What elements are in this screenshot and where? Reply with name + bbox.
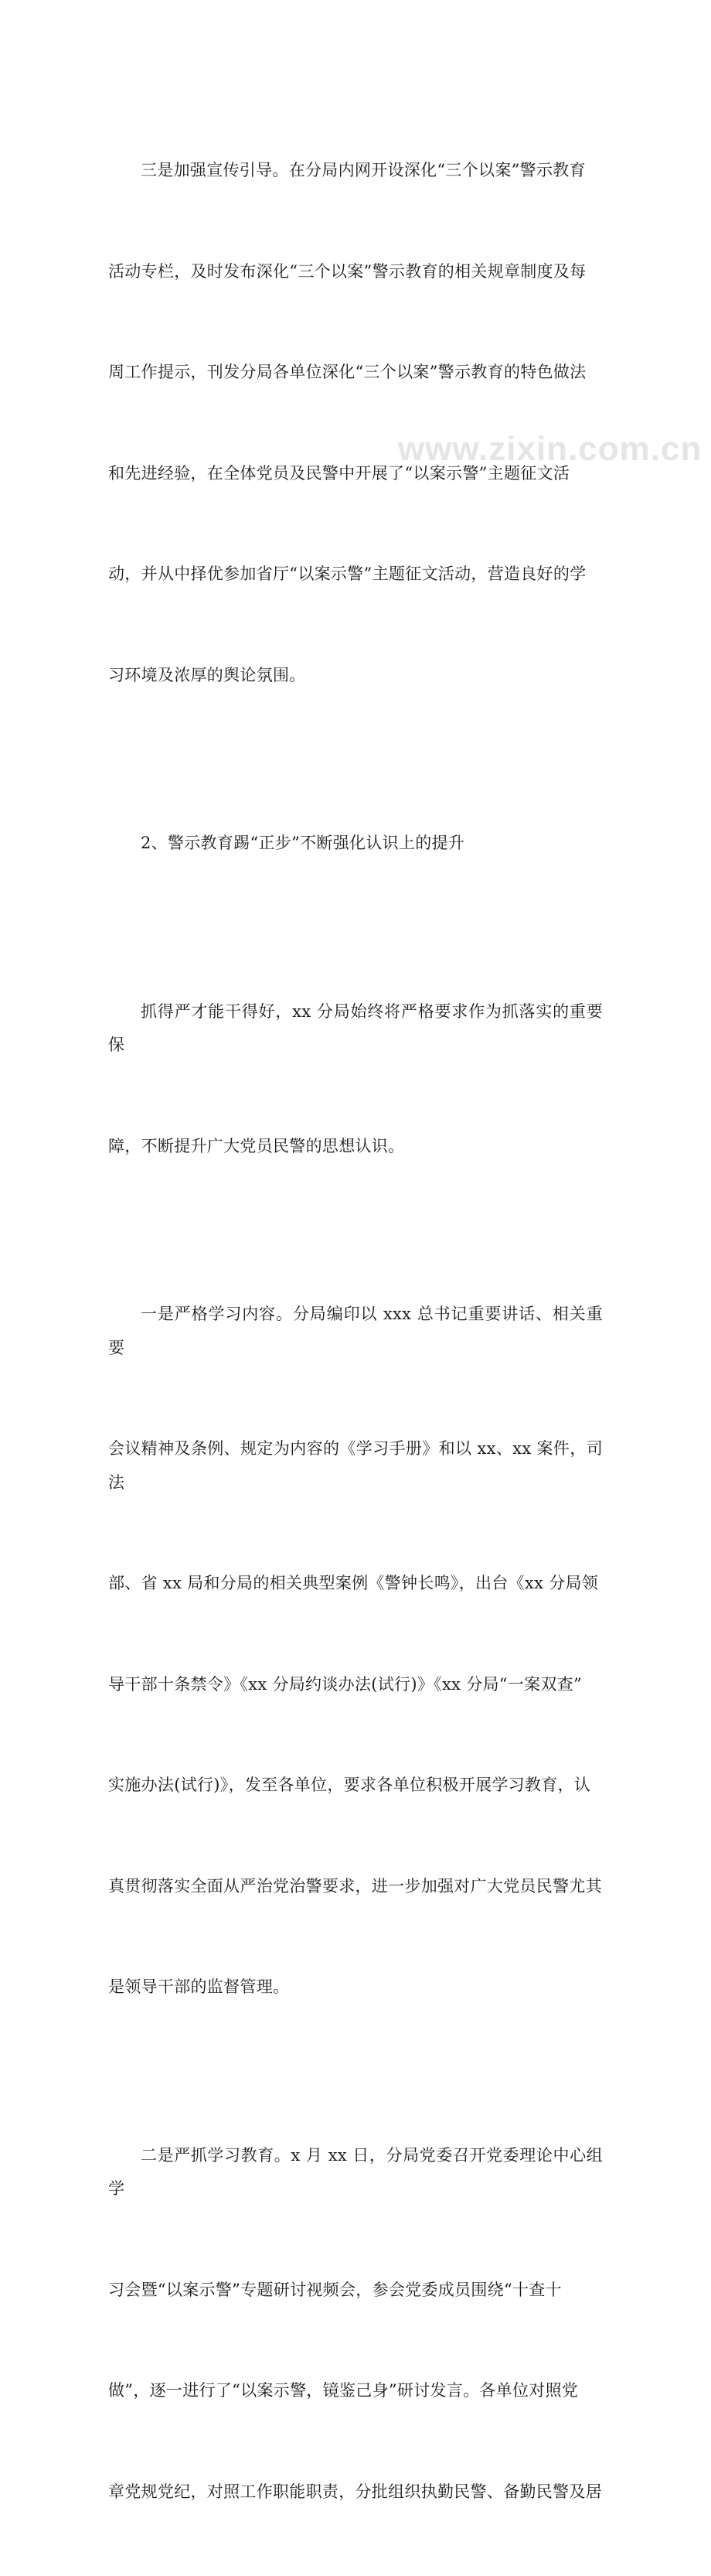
text-line: 习会暨“以案示警”专题研讨视频会，参会党委成员围绕“十查十	[108, 2274, 603, 2308]
text-line: 做”，逐一进行了“以案示警，镜鉴己身”研讨发言。各单位对照党	[108, 2374, 603, 2408]
paragraph-study-education	[108, 2072, 603, 2576]
text-line: 2、警示教育踢“正步”不断强化认识上的提升	[108, 827, 603, 861]
text-line: 二是严抓学习教育。x 月 xx 日，分局党委召开党委理论中心组学	[108, 2139, 603, 2206]
text-line: 周工作提示，刊发分局各单位深化“三个以案”警示教育的特色做法	[108, 356, 603, 390]
text-line: 一是严格学习内容。分局编印以 xxx 总书记重要讲话、相关重要	[108, 1298, 603, 1365]
text-line: 会议精神及条例、规定为内容的《学习手册》和以 xx、xx 案件，司法	[108, 1432, 603, 1500]
text-line: 实施办法(试行)》，发至各单位，要求各单位积极开展学习教育，认	[108, 1769, 603, 1803]
text-line: 习环境及浓厚的舆论氛围。	[108, 659, 603, 693]
paragraph-study-content	[108, 1230, 603, 2072]
document-page	[0, 0, 711, 921]
text-line: 活动专栏，及时发布深化“三个以案”警示教育的相关规章制度及每	[108, 255, 603, 289]
document-body	[108, 87, 603, 2576]
paragraph-publicity	[108, 87, 603, 759]
text-line: 部、省 xx 局和分局的相关典型案例《警钟长鸣》，出台《xx 分局领	[108, 1567, 603, 1601]
text-line: 三是加强宣传引导。在分局内网开设深化“三个以案”警示教育	[108, 154, 603, 188]
text-line: 和先进经验，在全体党员及民警中开展了“以案示警”主题征文活	[108, 457, 603, 491]
text-line: 抓得严才能干得好，xx 分局始终将严格要求作为抓落实的重要保	[108, 995, 603, 1063]
text-line: 导干部十条禁令》《xx 分局约谈办法(试行)》《xx 分局“一案双查”	[108, 1668, 603, 1702]
text-line: 动，并从中择优参加省厅“以案示警”主题征文活动，营造良好的学	[108, 558, 603, 592]
text-line: 章党规党纪，对照工作职能职责，分批组织执勤民警、备勤民警及居	[108, 2475, 603, 2509]
text-line: 真贯彻落实全面从严治党治警要求，进一步加强对广大党员民警尤其	[108, 1870, 603, 1904]
section-heading	[108, 759, 603, 928]
paragraph-intro	[108, 928, 603, 1231]
text-line: 是领导干部的监督管理。	[108, 1970, 603, 2005]
text-line: 障，不断提升广大党员民警的思想认识。	[108, 1130, 603, 1164]
site-watermark: www.zixin.com.cn	[398, 430, 702, 469]
